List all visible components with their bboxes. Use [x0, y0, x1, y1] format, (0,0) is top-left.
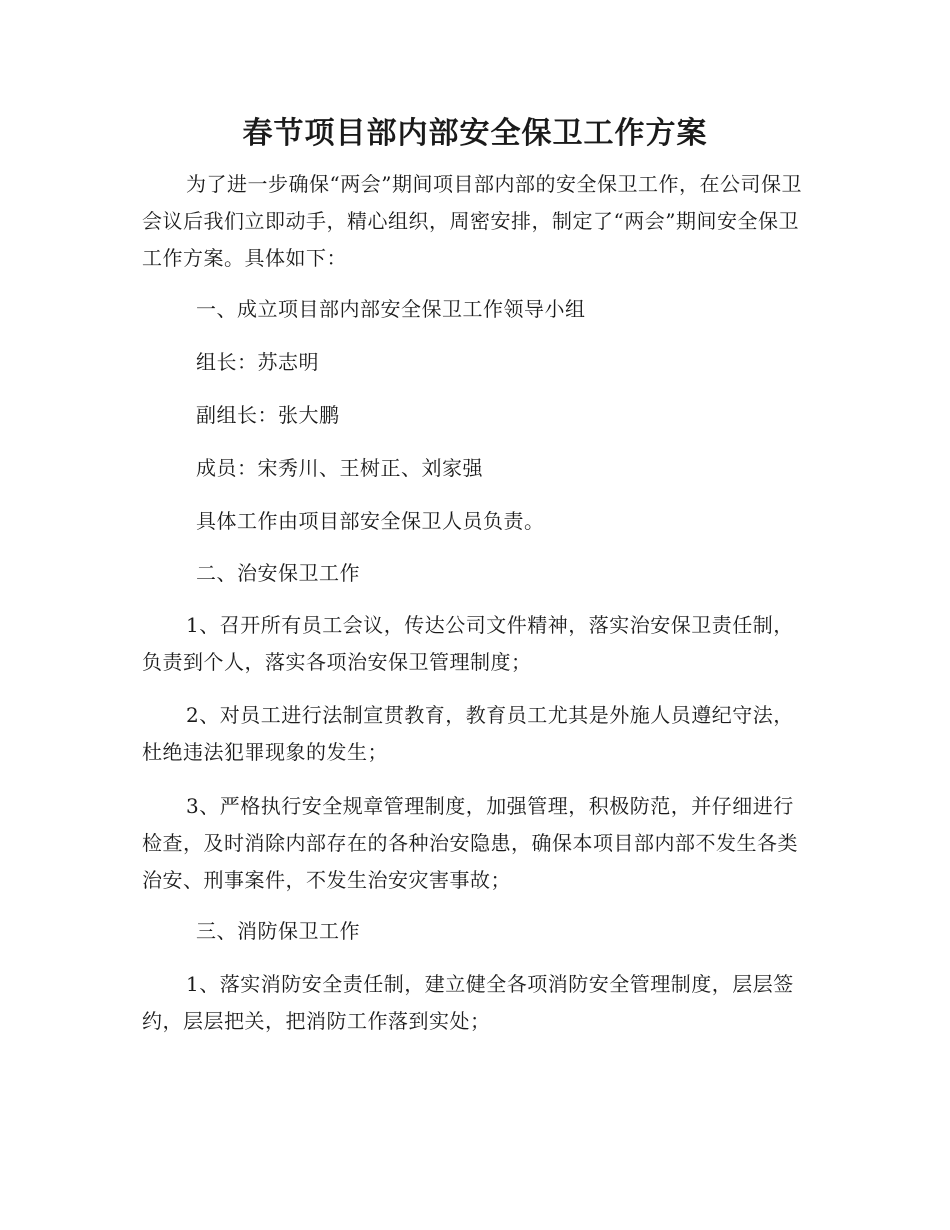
section3-heading: 三、消防保卫工作 [196, 919, 360, 943]
section3-item-1: 1、落实消防安全责任制，建立健全各项消防安全管理制度，层层签约，层层把关，把消防工作落到实处； [142, 972, 794, 1033]
leader-line: 组长：苏志明 [196, 350, 319, 374]
section2-heading: 二、治安保卫工作 [196, 561, 360, 585]
section2-item-1: 1、召开所有员工会议，传达公司文件精神，落实治安保卫责任制，负责到个人，落实各项治安保卫管理制度； [142, 613, 794, 674]
section1-heading: 一、成立项目部内部安全保卫工作领导小组 [196, 297, 586, 321]
intro-paragraph: 为了进一步确保“两会”期间项目部内部的安全保卫工作，在公司保卫会议后我们立即动手，精心组织，周密安排，制定了“两会”期间安全保卫工作方案。具体如下： [142, 172, 802, 270]
section2-item-3: 3、严格执行安全规章管理制度，加强管理，积极防范，并仔细进行检查，及时消除内部存在的各种治安隐患，确保本项目部内部不发生各类治安、刑事案件，不发生治安灾害事故； [142, 794, 798, 892]
section2-item-2: 2、对员工进行法制宣贯教育，教育员工尤其是外施人员遵纪守法， 杜绝违法犯罪现象的发生； [142, 703, 794, 764]
deputy-line: 副组长：张大鹏 [196, 403, 340, 427]
document-title: 春节项目部内部安全保卫工作方案 [242, 116, 708, 151]
responsibility-line: 具体工作由项目部安全保卫人员负责。 [196, 509, 545, 533]
members-line: 成员：宋秀川、王树正、刘家强 [196, 456, 483, 480]
